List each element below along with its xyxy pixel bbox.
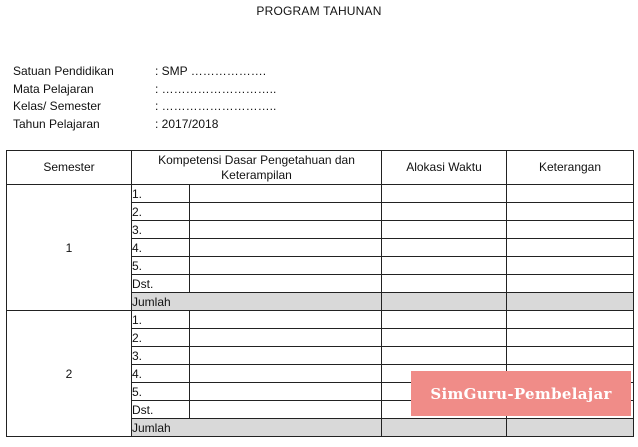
- kd-cell: [190, 239, 382, 257]
- watermark-text: SimGuru-Pembelajar: [430, 384, 612, 403]
- keterangan-cell: [507, 329, 634, 347]
- info-value: : ………………………..: [155, 99, 277, 113]
- semester-cell: 2: [7, 311, 132, 437]
- alokasi-cell: [382, 347, 507, 365]
- info-label: Mata Pelajaran: [13, 81, 94, 96]
- keterangan-cell: [507, 311, 634, 329]
- kd-cell: [190, 275, 382, 293]
- keterangan-cell: [507, 185, 634, 203]
- page-title: PROGRAM TAHUNAN: [256, 4, 382, 18]
- kd-cell: [190, 365, 382, 383]
- header-kompetensi-line1: Kompetensi Dasar Pengetahuan dan: [158, 152, 355, 167]
- row-number: 1.: [132, 311, 190, 329]
- keterangan-cell: [507, 221, 634, 239]
- alokasi-cell: [382, 203, 507, 221]
- info-label: Tahun Pelajaran: [13, 116, 100, 131]
- alokasi-cell: [382, 257, 507, 275]
- header-kompetensi: [132, 151, 382, 185]
- kd-cell: [190, 221, 382, 239]
- row-number: 3.: [132, 347, 190, 365]
- keterangan-cell: [507, 257, 634, 275]
- keterangan-total-cell: [507, 419, 634, 437]
- header-semester: Semester: [7, 151, 132, 185]
- kd-cell: [190, 185, 382, 203]
- info-row-mapel: [13, 81, 276, 99]
- alokasi-cell: [382, 275, 507, 293]
- semester-cell: 1: [7, 185, 132, 311]
- row-number: 5.: [132, 257, 190, 275]
- keterangan-cell: [507, 275, 634, 293]
- kd-cell: [190, 347, 382, 365]
- kd-cell: [190, 257, 382, 275]
- alokasi-cell: [382, 329, 507, 347]
- kd-cell: [190, 383, 382, 401]
- info-row-tahun: [13, 116, 276, 134]
- table-row: [7, 185, 634, 203]
- total-label: Jumlah: [132, 419, 382, 437]
- keterangan-cell: [507, 239, 634, 257]
- header-row: [7, 151, 634, 185]
- kd-cell: [190, 311, 382, 329]
- info-value: : ………………………..: [155, 81, 277, 96]
- info-label: Kelas/ Semester: [13, 99, 102, 113]
- row-number: 4.: [132, 239, 190, 257]
- keterangan-total-cell: [507, 293, 634, 311]
- alokasi-cell: [382, 185, 507, 203]
- info-block: [13, 63, 276, 133]
- info-value: : SMP ……………….: [155, 64, 267, 78]
- table-row: [7, 311, 634, 329]
- kd-cell: [190, 401, 382, 419]
- info-row-kelas: [13, 98, 276, 116]
- alokasi-cell: [382, 221, 507, 239]
- row-number: 5.: [132, 383, 190, 401]
- keterangan-cell: [507, 203, 634, 221]
- row-number: 1.: [132, 185, 190, 203]
- row-number: Dst.: [132, 275, 190, 293]
- row-number: 2.: [132, 203, 190, 221]
- kd-cell: [190, 329, 382, 347]
- total-label: Jumlah: [132, 293, 382, 311]
- keterangan-cell: [507, 347, 634, 365]
- alokasi-total-cell: [382, 419, 507, 437]
- header-keterangan: Keterangan: [507, 151, 634, 185]
- row-number: 3.: [132, 221, 190, 239]
- alokasi-cell: [382, 239, 507, 257]
- info-value: : 2017/2018: [155, 116, 219, 131]
- row-number: 4.: [132, 365, 190, 383]
- watermark-badge: [411, 371, 631, 416]
- kd-cell: [190, 203, 382, 221]
- header-kompetensi-line2: Keterampilan: [221, 167, 292, 182]
- alokasi-cell: [382, 311, 507, 329]
- row-number: 2.: [132, 329, 190, 347]
- alokasi-total-cell: [382, 293, 507, 311]
- info-row-satuan: [13, 63, 276, 81]
- row-number: Dst.: [132, 401, 190, 419]
- header-alokasi: Alokasi Waktu: [382, 151, 507, 185]
- info-label: Satuan Pendidikan: [13, 64, 114, 78]
